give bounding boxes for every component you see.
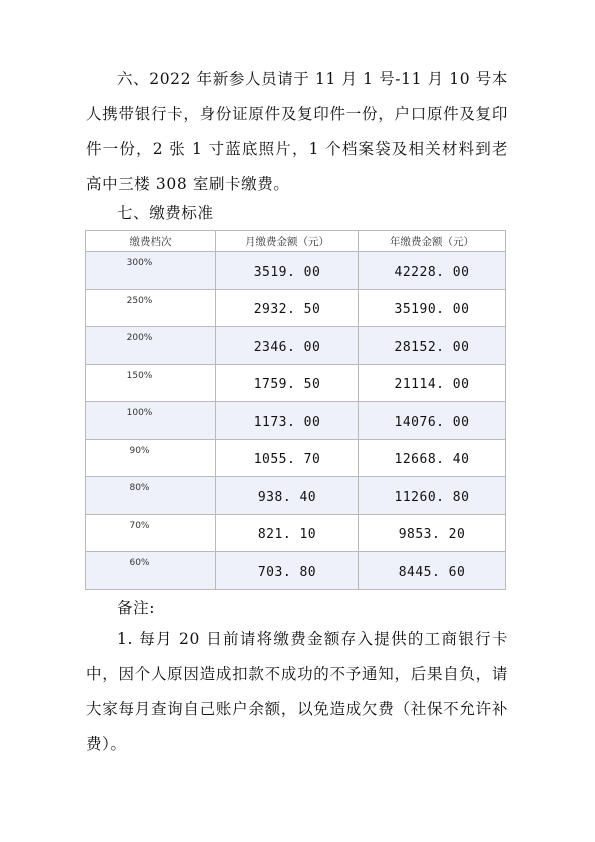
remarks-label: 备注:: [117, 599, 156, 617]
cell-yearly: 11260. 80: [359, 477, 506, 515]
table-row: [86, 552, 506, 590]
cell-level: 250%: [86, 289, 216, 327]
cell-monthly: 2346. 00: [216, 327, 359, 365]
cell-yearly: 9853. 20: [359, 514, 506, 552]
table-header-row: [86, 231, 506, 252]
cell-level: 90%: [86, 439, 216, 477]
table-row: [86, 327, 506, 365]
table-row: [86, 289, 506, 327]
cell-monthly: 821. 10: [216, 514, 359, 552]
table-row: [86, 439, 506, 477]
cell-yearly: 12668. 40: [359, 439, 506, 477]
cell-yearly: 21114. 00: [359, 364, 506, 402]
cell-level: 60%: [86, 552, 216, 590]
header-yearly: 年缴费金额（元）: [359, 231, 506, 252]
section-6-paragraph: 六、2022 年新参人员请于 11 月 1 号-11 月 10 号本人携带银行卡，身份证原件及复印件一份，户口原件及复印件一份，2 张 1 寸蓝底照片，1 个档案袋及相关材料到老高中三楼 308 室刷卡缴费。: [86, 70, 508, 193]
table-row: [86, 402, 506, 440]
cell-yearly: 35190. 00: [359, 289, 506, 327]
header-level: 缴费档次: [86, 231, 216, 252]
cell-level: 150%: [86, 364, 216, 402]
cell-monthly: 1173. 00: [216, 402, 359, 440]
table-row: [86, 364, 506, 402]
cell-monthly: 2932. 50: [216, 289, 359, 327]
table-row: [86, 252, 506, 290]
cell-monthly: 1055. 70: [216, 439, 359, 477]
table-row: [86, 514, 506, 552]
cell-level: 300%: [86, 252, 216, 290]
cell-yearly: 28152. 00: [359, 327, 506, 365]
cell-monthly: 1759. 50: [216, 364, 359, 402]
cell-monthly: 938. 40: [216, 477, 359, 515]
cell-yearly: 14076. 00: [359, 402, 506, 440]
cell-level: 200%: [86, 327, 216, 365]
section-7-heading: 七、缴费标准: [117, 204, 214, 222]
cell-level: 70%: [86, 514, 216, 552]
remarks-note-1: 1. 每月 20 日前请将缴费金额存入提供的工商银行卡中，因个人原因造成扣款不成功的不予通知，后果自负，请大家每月查询自己账户余额，以免造成欠费（社保不允许补费）。: [86, 630, 508, 753]
cell-yearly: 42228. 00: [359, 252, 506, 290]
fee-standard-table: [85, 230, 506, 590]
table-row: [86, 477, 506, 515]
cell-monthly: 3519. 00: [216, 252, 359, 290]
cell-level: 80%: [86, 477, 216, 515]
header-monthly: 月缴费金额（元）: [216, 231, 359, 252]
cell-level: 100%: [86, 402, 216, 440]
cell-monthly: 703. 80: [216, 552, 359, 590]
cell-yearly: 8445. 60: [359, 552, 506, 590]
